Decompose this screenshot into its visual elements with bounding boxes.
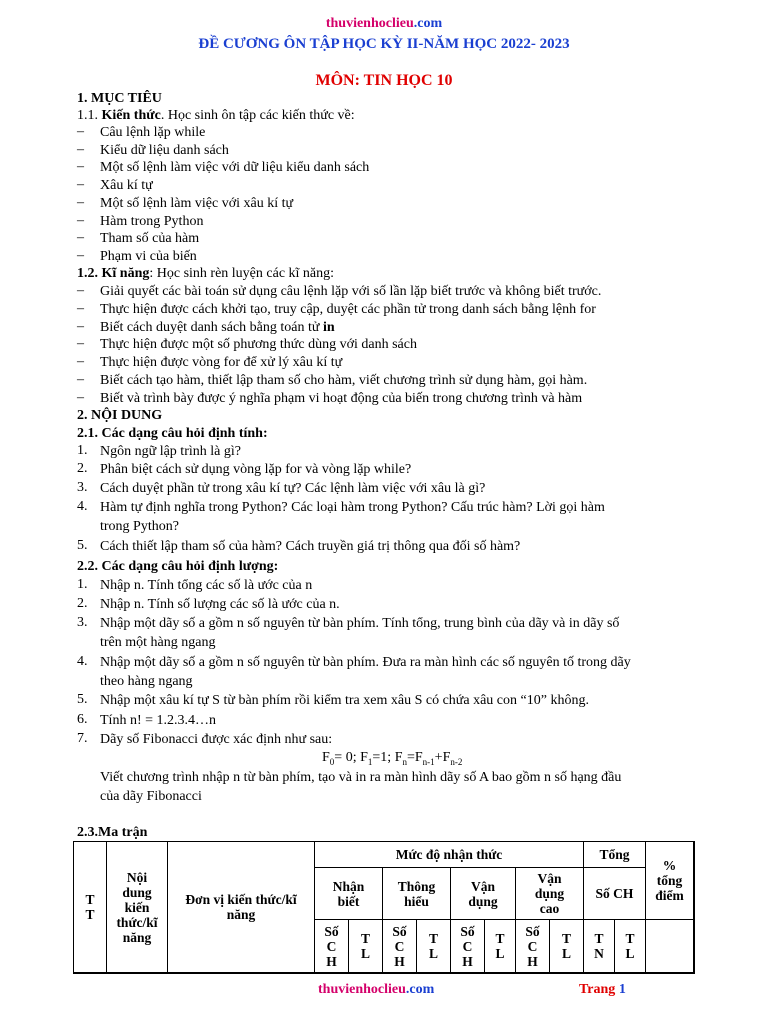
header-noi-dung: Nội dung kiến thức/kĩ năng (107, 842, 168, 973)
list-bullet: – (77, 336, 84, 352)
footer-site-domain: .com (405, 982, 435, 997)
question-number: 1. (77, 577, 88, 592)
list-bullet: – (77, 141, 84, 157)
list-bullet: – (77, 300, 84, 316)
matrix-subheader-tl: T L (485, 920, 516, 973)
header-muc-do: Mức độ nhận thức (315, 842, 584, 868)
quantitative-question: Nhập n. Tính số lượng các số là ước của n. (100, 597, 340, 612)
header-so-ch: Số CH (584, 868, 646, 920)
header-don-vi: Đơn vị kiến thức/kĩ năng (168, 842, 315, 973)
qualitative-question: Hàm tự định nghĩa trong Python? Các loại hàm trong Python? Cấu trúc hàm? Lời gọi hàm (100, 500, 605, 515)
list-bullet: – (77, 177, 84, 193)
question-number: 7. (77, 731, 88, 746)
list-bullet: – (77, 372, 84, 387)
fibonacci-formula: $F_0= 0$; $F_1=1$; $F_n=F_{n-1}+F_{n-2}$ (322, 750, 463, 767)
section-2-1-heading: 2.1. Các dạng câu hỏi định tính: (77, 426, 268, 441)
header-thong-hieu: Thông hiểu (383, 868, 451, 920)
list-bullet: – (77, 247, 84, 263)
knowledge-item: Kiểu dữ liệu danh sách (100, 142, 229, 158)
question-number: 6. (77, 712, 88, 727)
list-bullet: – (77, 194, 84, 210)
matrix-subheader-tl: T L (550, 920, 584, 973)
header-tt: T T (74, 842, 107, 973)
footer-site-name: thuvienhoclieu (318, 982, 406, 997)
quantitative-question: Nhập một dãy số a gồm n số nguyên từ bàn phím. Đưa ra màn hình các số nguyên tố trong dãy (100, 655, 631, 670)
list-bullet: – (77, 124, 84, 139)
quantitative-question: Nhập n. Tính tổng các số là ước của n (100, 578, 313, 593)
qualitative-question: trong Python? (100, 519, 179, 534)
knowledge-item: Một số lệnh làm việc với xâu kí tự (100, 195, 294, 211)
matrix-subheader-tl: T L (349, 920, 383, 973)
knowledge-item: Một số lệnh làm việc với dữ liệu kiểu danh sách (100, 160, 370, 176)
section-1-1-heading: 1.1. Kiến thức. Học sinh ôn tập các kiến thức về: (77, 108, 355, 123)
list-bullet: – (77, 318, 84, 334)
matrix-subheader-soch: Số C H (516, 920, 550, 973)
list-bullet: – (77, 283, 84, 298)
quantitative-question: theo hàng ngang (100, 674, 193, 689)
knowledge-item: Tham số của hàm (100, 231, 200, 247)
site-name: thuvienhoclieu (325, 16, 414, 31)
question-number: 3. (77, 615, 88, 630)
matrix-subheader-soch: Số C H (383, 920, 417, 973)
question-number: 2. (77, 461, 88, 476)
list-bullet: – (77, 354, 84, 370)
quantitative-question: Tính n! = 1.2.3.4…n (100, 713, 216, 728)
percent-score-empty-cell (646, 920, 694, 973)
skill-item: Biết cách duyệt danh sách bằng toán tử in (100, 319, 335, 335)
section-1-2-heading: 1.2. Kĩ năng: Học sinh rèn luyện các kĩ năng: (77, 266, 335, 281)
list-bullet: – (77, 212, 84, 228)
matrix-subheader-soch: Số C H (315, 920, 349, 973)
quantitative-question: Dãy số Fibonacci được xác định như sau: (100, 732, 333, 747)
header-van-dung-cao: Vận dụng cao (516, 868, 584, 920)
qualitative-question: Cách duyệt phần tử trong xâu kí tự? Các lệnh làm việc với xâu là gì? (100, 481, 486, 496)
qualitative-question: Cách thiết lập tham số của hàm? Cách truyền giá trị thông qua đối số hàm? (100, 539, 521, 554)
matrix-table (73, 841, 695, 974)
section-1-heading: 1. MỤC TIÊU (77, 91, 162, 106)
header-van-dung: Vận dụng (451, 868, 516, 920)
question-number: 5. (77, 538, 88, 553)
fibonacci-task-line-2: của dãy Fibonacci (100, 789, 202, 804)
fibonacci-task-line-1: Viết chương trình nhập n từ bàn phím, tạo và in ra màn hình dãy số A bao gồm n số hạng đầu (100, 770, 622, 785)
footer-site-link[interactable] (318, 982, 434, 998)
skill-item: Thực hiện được vòng for để xử lý xâu kí tự (100, 355, 343, 371)
question-number: 3. (77, 480, 88, 495)
list-bullet: – (77, 159, 84, 175)
matrix-subheader-tn: T N (584, 920, 615, 973)
knowledge-item: Câu lệnh lặp while (100, 125, 206, 140)
document-title: ĐỀ CƯƠNG ÔN TẬP HỌC KỲ II-NĂM HỌC 2022- 2023 (198, 36, 570, 52)
skill-item: Biết cách tạo hàm, thiết lập tham số cho hàm, viết chương trình sử dụng hàm, gọi hàm. (100, 373, 588, 388)
header-tong: Tổng (584, 842, 646, 868)
matrix-subheader-tl: T L (417, 920, 451, 973)
skill-item: Giải quyết các bài toán sử dụng câu lệnh lặp với số lần lặp biết trước và không biết trước. (100, 284, 602, 299)
section-2-heading: 2. NỘI DUNG (77, 408, 163, 423)
header-percent-score: % tổng điểm (646, 842, 694, 920)
skill-item: Biết và trình bày được ý nghĩa phạm vi hoạt động của biến trong chương trình và hàm (100, 390, 583, 406)
section-2-2-heading: 2.2. Các dạng câu hỏi định lượng: (77, 559, 279, 574)
subject-title: MÔN: TIN HỌC 10 (315, 72, 453, 89)
skill-item: Thực hiện được một số phương thức dùng với danh sách (100, 337, 417, 353)
knowledge-item: Hàm trong Python (100, 213, 204, 229)
quantitative-question: Nhập một xâu kí tự S từ bàn phím rồi kiểm tra xem xâu S có chứa xâu con “10” không. (100, 693, 589, 708)
qualitative-question: Ngôn ngữ lập trình là gì? (100, 444, 241, 459)
quantitative-question: Nhập một dãy số a gồm n số nguyên từ bàn phím. Tính tổng, trung bình của dãy và in dãy số (100, 616, 620, 631)
knowledge-item: Xâu kí tự (100, 178, 153, 194)
question-number: 2. (77, 596, 88, 611)
list-bullet: – (77, 389, 84, 405)
quantitative-question: trên một hàng ngang (100, 635, 216, 650)
skill-item: Thực hiện được cách khởi tạo, truy cập, duyệt các phần tử trong danh sách bằng lệnh for (100, 301, 596, 317)
header-nhan-biet: Nhận biết (315, 868, 383, 920)
matrix-subheader-tl: T L (615, 920, 646, 973)
question-number: 1. (77, 443, 88, 458)
question-number: 4. (77, 654, 88, 669)
qualitative-question: Phân biệt cách sử dụng vòng lặp for và vòng lặp while? (100, 462, 412, 477)
question-number: 4. (77, 499, 88, 514)
site-domain: .com (413, 16, 443, 31)
page-number: Trang 1 (579, 982, 626, 997)
site-logo-text[interactable] (0, 16, 768, 32)
knowledge-item: Phạm vi của biến (100, 248, 197, 264)
matrix-subheader-soch: Số C H (451, 920, 485, 973)
section-2-3-heading: 2.3.Ma trận (77, 825, 148, 840)
question-number: 5. (77, 692, 88, 707)
list-bullet: – (77, 230, 84, 246)
